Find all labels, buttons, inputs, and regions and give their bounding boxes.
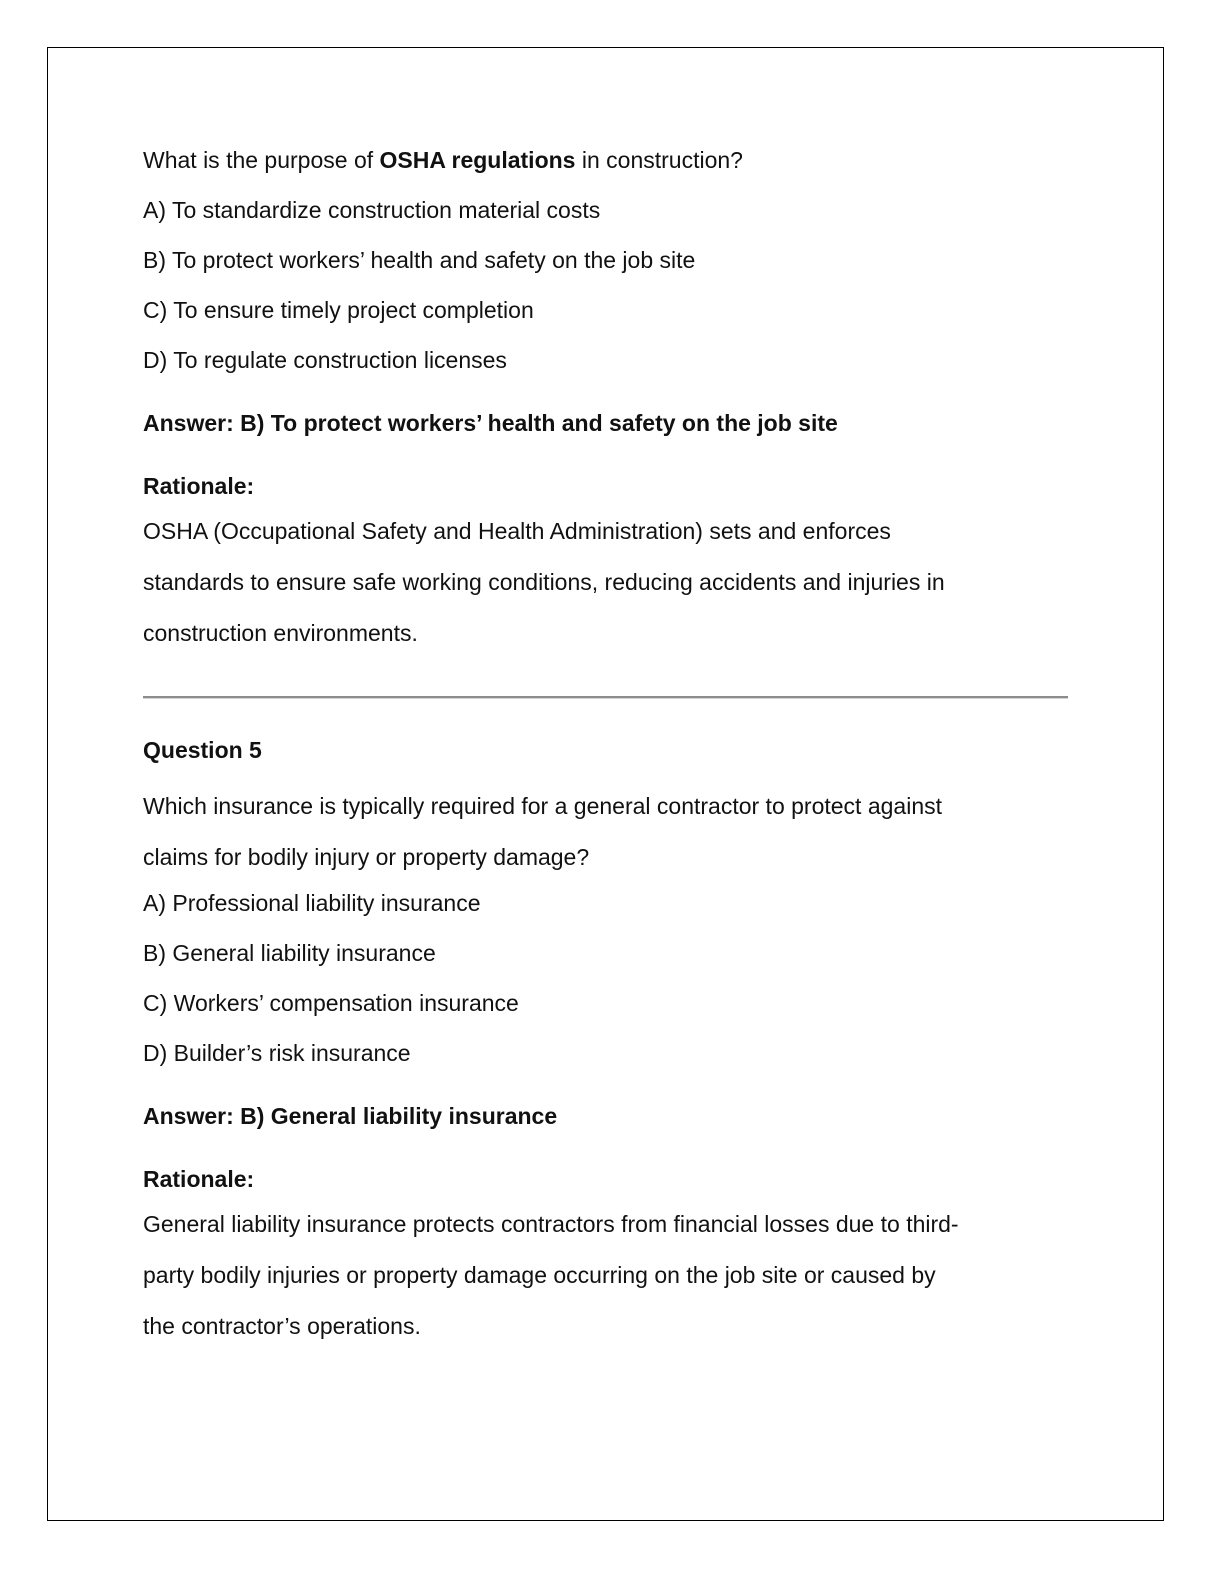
question-5-rationale-line: party bodily injuries or property damage occurring on the job site or caused by: [143, 1262, 936, 1288]
question-4-bold-term: OSHA regulations: [379, 147, 576, 173]
question-4-text: [143, 140, 1068, 180]
question-4-rationale-line: standards to ensure safe working conditions, reducing accidents and injuries in: [143, 569, 945, 595]
section-divider: [143, 696, 1068, 699]
question-4-answer: Answer: B) To protect workers’ health and safety on the job site: [143, 410, 838, 436]
document-content: [143, 140, 1068, 1352]
question-4-option-c: C) To ensure timely project completion: [143, 297, 534, 323]
question-4-suffix: in construction?: [575, 147, 743, 173]
question-5-option-a: A) Professional liability insurance: [143, 890, 481, 916]
question-4-rationale-line: OSHA (Occupational Safety and Health Administration) sets and enforces: [143, 518, 891, 544]
question-4-rationale-line: construction environments.: [143, 620, 418, 646]
question-5-heading: Question 5: [143, 737, 262, 763]
question-4-option-b: B) To protect workers’ health and safety on the job site: [143, 247, 696, 273]
question-5-text: [143, 781, 1068, 883]
question-5-option-b: B) General liability insurance: [143, 940, 436, 966]
question-5-rationale-line: the contractor’s operations.: [143, 1313, 421, 1339]
question-5-option-d: D) Builder’s risk insurance: [143, 1040, 411, 1066]
question-4-prefix: What is the purpose of: [143, 147, 380, 173]
question-4-option-d: D) To regulate construction licenses: [143, 347, 507, 373]
question-5-rationale-line: General liability insurance protects contractors from financial losses due to third-: [143, 1211, 959, 1237]
question-5-rationale-label: Rationale:: [143, 1166, 255, 1192]
question-5-rationale-text: [143, 1199, 1068, 1352]
question-5-option-c: C) Workers’ compensation insurance: [143, 990, 519, 1016]
question-5-answer: Answer: B) General liability insurance: [143, 1103, 558, 1129]
question-5-text-line: claims for bodily injury or property damage?: [143, 844, 590, 870]
question-5-text-line: Which insurance is typically required for a general contractor to protect against: [143, 793, 943, 819]
question-4-option-a: A) To standardize construction material costs: [143, 197, 601, 223]
question-4-rationale-text: [143, 506, 1068, 659]
question-4-rationale-label: Rationale:: [143, 473, 255, 499]
